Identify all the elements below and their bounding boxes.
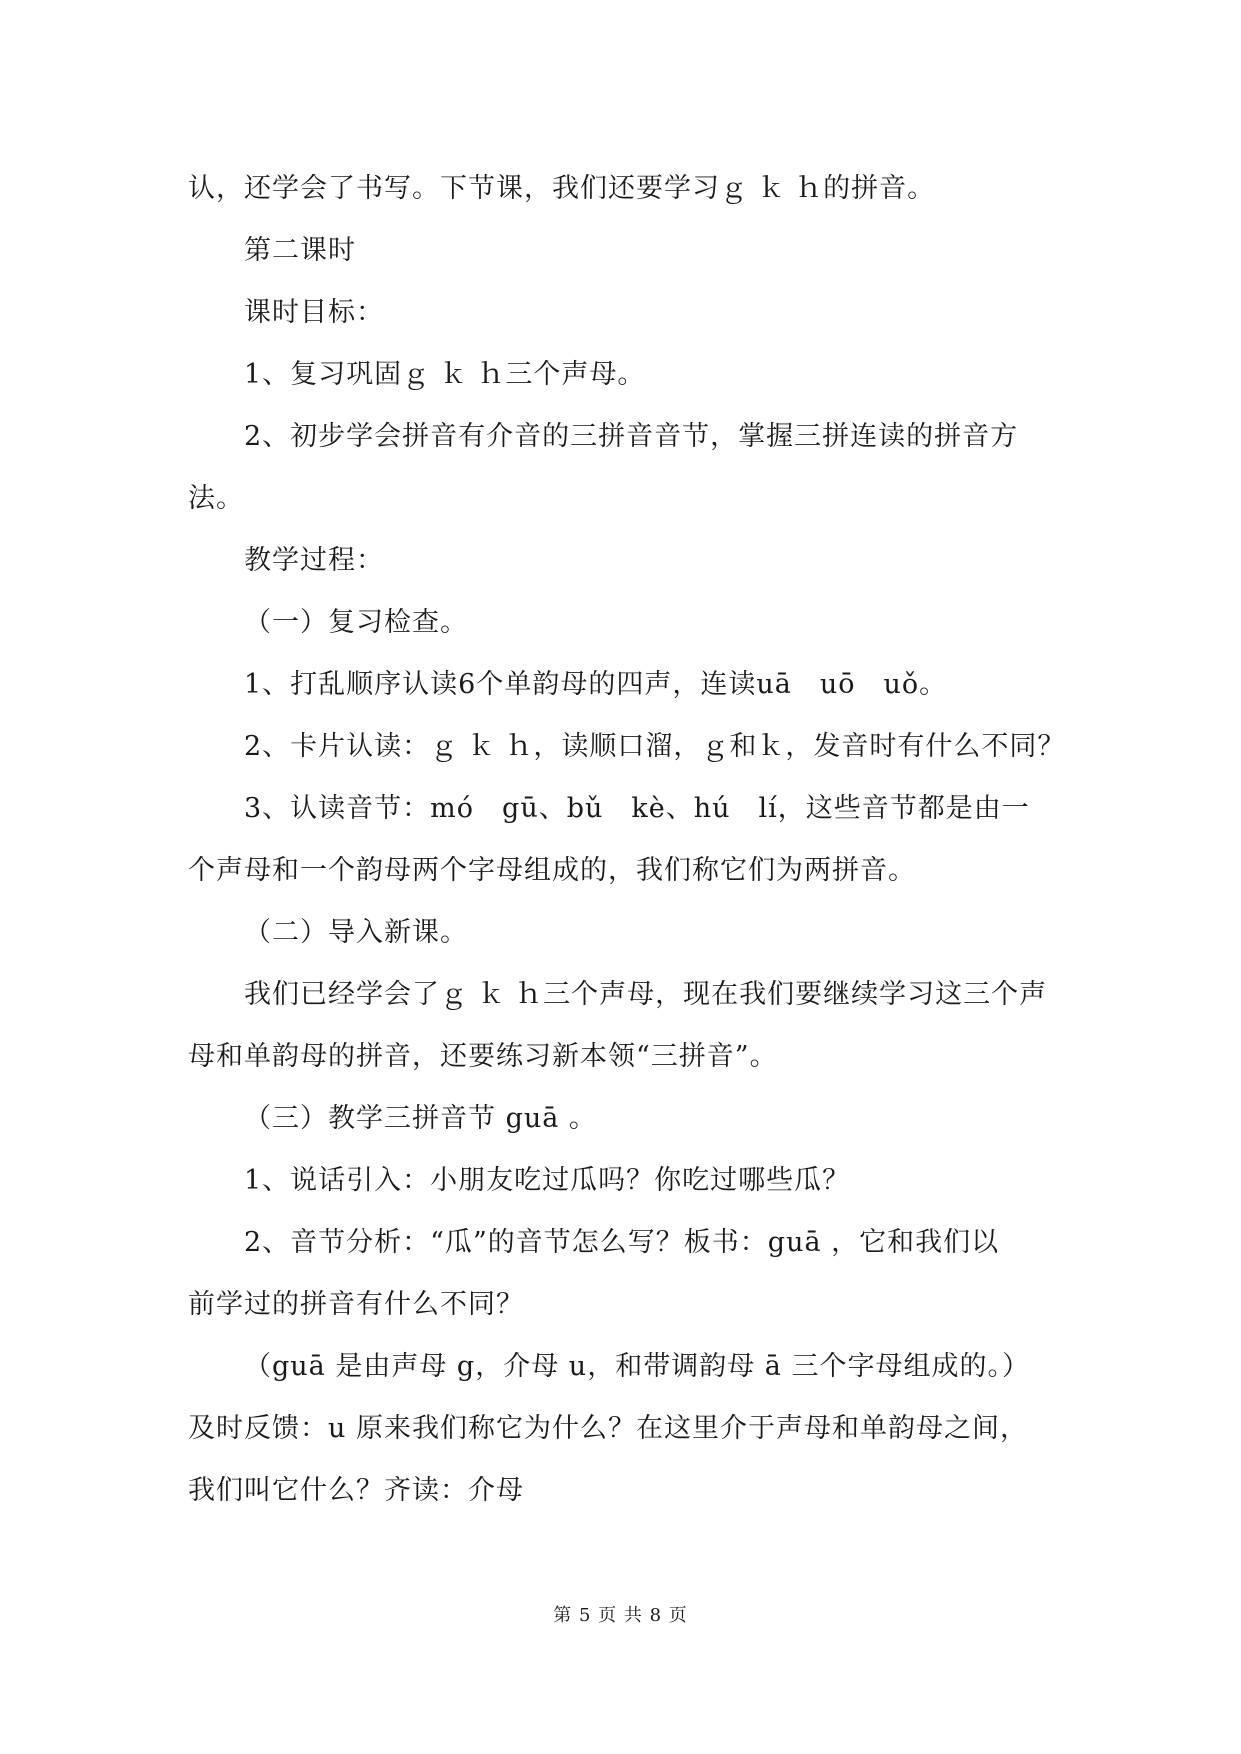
- text-line: 及时反馈：u 原来我们称它为什么？在这里介于声母和单韵母之间，: [188, 1413, 1028, 1444]
- section-heading: 第二课时: [244, 235, 356, 266]
- list-item: 1、说话引入：小朋友吃过瓜吗？你吃过哪些瓜？: [244, 1165, 851, 1196]
- text-line: 我们已经学会了ｇ ｋ ｈ三个声母，现在我们要继续学习这三个声: [244, 979, 1048, 1010]
- page-footer: [0, 1604, 1241, 1628]
- list-item: 1、复习巩固ｇ ｋ ｈ三个声母。: [244, 359, 646, 390]
- text-line: 教学过程：: [244, 545, 384, 576]
- list-item: 2、卡片认读：ｇ ｋ ｈ，读顺口溜，ｇ和ｋ，发音时有什么不同？: [244, 731, 1066, 762]
- text-line: 法。: [188, 483, 244, 514]
- list-item: 2、初步学会拼音有介音的三拼音音节，掌握三拼连读的拼音方: [244, 421, 1019, 452]
- section-heading: （二）导入新课。: [244, 917, 468, 948]
- page-number-label: 第 5 页 共 8 页: [553, 1605, 688, 1626]
- list-item: 2、音节分析：“瓜”的音节怎么写？板书：guā ，它和我们以: [244, 1227, 1000, 1258]
- text-line: （guā 是由声母 g，介母 u，和带调韵母 ā 三个字母组成的。）: [244, 1351, 1030, 1382]
- list-item: 3、认读音节：mó gū、bǔ kè、hú lí，这些音节都是由一: [244, 793, 1030, 824]
- text-line: 前学过的拼音有什么不同？: [188, 1289, 524, 1320]
- text-line: 我们叫它什么？齐读：介母: [188, 1475, 524, 1506]
- text-line: 个声母和一个韵母两个字母组成的，我们称它们为两拼音。: [188, 855, 916, 886]
- document-body: [188, 158, 1068, 1522]
- text-line: 母和单韵母的拼音，还要练习新本领“三拼音”。: [188, 1041, 778, 1072]
- section-heading: （一）复习检查。: [244, 607, 468, 638]
- section-heading: （三）教学三拼音节 guā 。: [244, 1103, 597, 1134]
- list-item: 1、打乱顺序认读6个单韵母的四声，连读uā uō uǒ。: [244, 669, 948, 700]
- text-line: 课时目标：: [244, 297, 384, 328]
- text-line: 认，还学会了书写。下节课，我们还要学习ｇ ｋ ｈ的拼音。: [188, 173, 936, 204]
